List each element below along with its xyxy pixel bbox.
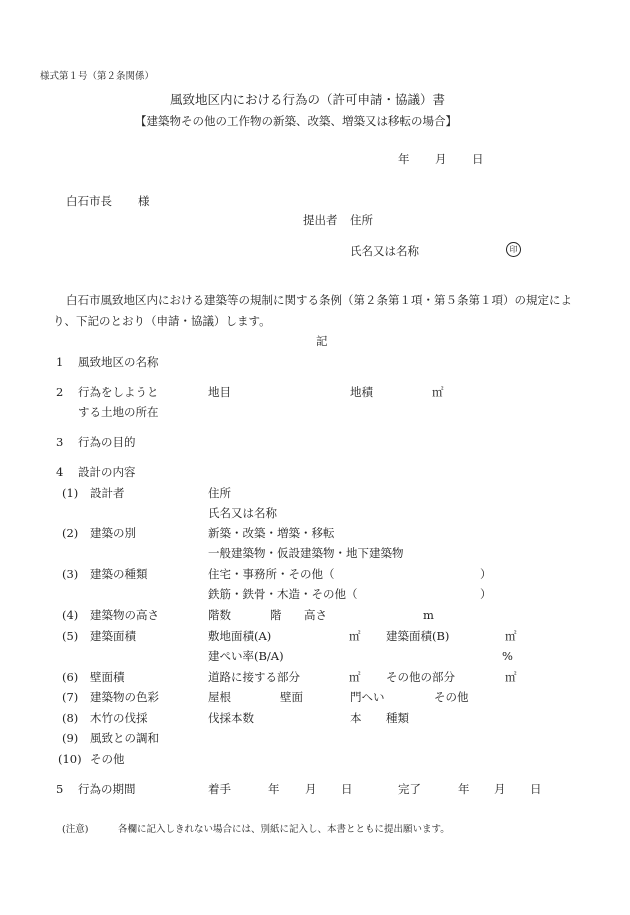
item-1-label: 風致地区の名称 <box>78 355 159 369</box>
sub-5-label: 建築面積 <box>90 629 136 643</box>
item-2-number: 2 <box>56 385 64 399</box>
sub-7-wall-label: 壁面 <box>280 690 303 704</box>
item-3-label: 行為の目的 <box>78 435 136 449</box>
item-3-number: 3 <box>56 435 64 449</box>
sub-6-other-unit: ㎡ <box>505 670 517 684</box>
sub-3-number: (3) <box>62 567 79 581</box>
addressee-name: 白石市長 <box>66 194 112 208</box>
item-5-start-month: 月 <box>305 782 317 796</box>
sub-7-other-label: その他 <box>434 690 469 704</box>
sub-5-building-area-unit: ㎡ <box>505 629 517 643</box>
sub-6-number: (6) <box>62 670 79 684</box>
sub-8-label: 木竹の伐採 <box>90 711 148 725</box>
item-5-label: 行為の期間 <box>78 782 136 796</box>
sub-10-label: その他 <box>90 752 125 766</box>
sub-5-coverage-label: 建ぺい率(B/A) <box>208 649 284 663</box>
sub-10-number: (10) <box>58 752 82 766</box>
sub-9-number: (9) <box>62 731 79 745</box>
date-day-label: 日 <box>472 152 484 166</box>
sub-7-number: (7) <box>62 690 79 704</box>
note-label: (注意) <box>62 824 89 835</box>
body-line-2: り、下記のとおり（申請・協議）します。 <box>53 314 271 328</box>
sub-3-label: 建築の種類 <box>90 567 148 581</box>
item-2-label-2: する土地の所在 <box>78 405 159 419</box>
applicant-address-label: 住所 <box>350 213 373 227</box>
sub-7-roof-label: 屋根 <box>208 690 231 704</box>
sub-2-label: 建築の別 <box>90 526 136 540</box>
body-line-1: 白石市風致地区内における建築等の規制に関する条例（第２条第１項・第５条第１項）の規定によ <box>66 293 572 307</box>
item-5-end-day: 日 <box>530 782 542 796</box>
sub-1-label: 設計者 <box>90 486 125 500</box>
sub-4-height-unit: m <box>423 608 434 622</box>
sub-7-gate-label: 門へい <box>350 690 385 704</box>
item-5-end-year: 年 <box>458 782 470 796</box>
sub-3-value-1-close: ） <box>480 567 492 581</box>
sub-4-floors-label: 階数 <box>208 608 231 622</box>
sub-6-label: 壁面積 <box>90 670 125 684</box>
sub-3-value-2: 鉄筋・鉄骨・木造・その他（ <box>208 587 358 601</box>
sub-4-number: (4) <box>62 608 79 622</box>
sub-5-site-area-unit: ㎡ <box>349 629 361 643</box>
sub-4-floors-unit: 階 <box>270 608 282 622</box>
sub-6-road-side-unit: ㎡ <box>349 670 361 684</box>
sub-8-number: (8) <box>62 711 79 725</box>
sub-8-count-label: 伐採本数 <box>208 711 254 725</box>
sub-5-site-area-label: 敷地面積(A) <box>208 629 272 643</box>
form-number: 様式第１号（第２条関係） <box>40 71 155 82</box>
sub-2-number: (2) <box>62 526 79 540</box>
sub-8-species-label: 種類 <box>386 711 409 725</box>
sub-3-value-1: 住宅・事務所・その他（ <box>208 567 335 581</box>
sub-5-building-area-label: 建築面積(B) <box>386 629 450 643</box>
sub-4-height-label: 高さ <box>304 608 327 622</box>
applicant-name-label: 氏名又は名称 <box>350 244 419 258</box>
item-2-chimoku: 地目 <box>208 385 231 399</box>
item-2-menseki: 地積 <box>350 385 373 399</box>
item-2-unit: ㎡ <box>432 385 444 399</box>
sub-6-road-side-label: 道路に接する部分 <box>208 670 300 684</box>
sub-1-number: (1) <box>62 486 79 500</box>
sub-1-value-2: 氏名又は名称 <box>208 506 277 520</box>
item-5-start-label: 着手 <box>208 782 231 796</box>
date-month-label: 月 <box>435 152 447 166</box>
sub-4-label: 建築物の高さ <box>90 608 159 622</box>
item-4-number: 4 <box>56 465 64 479</box>
sub-6-other-label: その他の部分 <box>386 670 455 684</box>
sub-5-coverage-unit: % <box>502 649 513 663</box>
document-title: 風致地区内における行為の（許可申請・協議）書 <box>170 92 446 107</box>
item-2-label-1: 行為をしようと <box>78 385 159 399</box>
sub-3-value-2-close: ） <box>480 587 492 601</box>
item-4-label: 設計の内容 <box>78 465 136 479</box>
seal-mark: 印 <box>506 242 521 257</box>
sub-8-count-unit: 本 <box>350 711 362 725</box>
applicant-label: 提出者 <box>303 213 338 227</box>
sub-2-value-1: 新築・改築・増築・移転 <box>208 526 335 540</box>
item-5-start-year: 年 <box>268 782 280 796</box>
sub-2-value-2: 一般建築物・仮設建築物・地下建築物 <box>208 546 404 560</box>
sub-1-value-1: 住所 <box>208 486 231 500</box>
item-5-number: 5 <box>56 782 64 796</box>
item-5-end-month: 月 <box>494 782 506 796</box>
note-text: 各欄に記入しきれない場合には、別紙に記入し、本書とともに提出願います。 <box>118 824 450 835</box>
date-year-label: 年 <box>398 152 410 166</box>
sub-9-label: 風致との調和 <box>90 731 159 745</box>
document-subtitle: 【建築物その他の工作物の新築、改築、増築又は移転の場合】 <box>135 114 457 128</box>
item-5-start-day: 日 <box>341 782 353 796</box>
item-5-end-label: 完了 <box>398 782 421 796</box>
sub-5-number: (5) <box>62 629 79 643</box>
ki-marker: 記 <box>316 334 328 348</box>
addressee-honorific: 様 <box>138 194 150 208</box>
sub-7-label: 建築物の色彩 <box>90 690 159 704</box>
item-1-number: 1 <box>56 355 64 369</box>
